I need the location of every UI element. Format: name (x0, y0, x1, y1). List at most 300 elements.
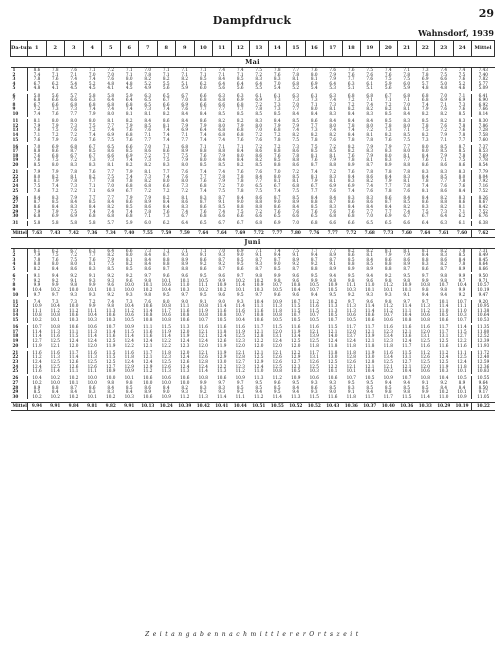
value-cell: 8.0 (403, 148, 411, 154)
value-cell: 12.5 (420, 338, 430, 344)
value-cell: 6.8 (70, 101, 78, 107)
page-number: 29 (478, 7, 494, 20)
value-cell: 10.1 (365, 286, 375, 292)
value-cell: 8.8 (440, 199, 448, 205)
value-cell: 9.1 (33, 273, 41, 279)
value-cell: 12.0 (235, 342, 245, 348)
value-cell: 8.4 (218, 157, 226, 163)
day-cell: 10 (11, 112, 28, 117)
day-cell: 12 (11, 304, 28, 309)
value-cell: 10.9 (106, 368, 116, 374)
day-cell: 14 (11, 313, 28, 318)
value-cell: 10.5 (439, 312, 449, 318)
header-hour: 16 (305, 41, 324, 57)
value-cell: 11.3 (217, 368, 227, 374)
value-cell: 5.9 (384, 80, 392, 86)
value-cell: 12.2 (217, 363, 227, 369)
value-cell: 12.4 (272, 338, 282, 344)
value-cell: 11.8 (309, 342, 319, 348)
row-mean-cell: 12.59 (472, 360, 495, 365)
row-mean-cell: 6.41 (472, 94, 495, 99)
value-cell: 6.6 (125, 143, 133, 149)
value-cell: 10.2 (439, 389, 449, 395)
value-cell: 12.1 (235, 349, 245, 355)
value-cell: 7.0 (255, 127, 263, 133)
data-table (10, 40, 495, 411)
value-cell: 11.3 (254, 375, 264, 381)
value-cell: 7.8 (384, 169, 392, 175)
value-cell: 9.9 (273, 273, 281, 279)
value-cell: 8.7 (440, 265, 448, 271)
value-cell: 7.4 (218, 136, 226, 142)
value-cell: 6.5 (384, 220, 392, 226)
value-cell: 8.1 (310, 173, 318, 179)
value-cell: 8.6 (347, 252, 355, 258)
mean-value-cell: 7.73 (379, 229, 398, 237)
value-cell: 7.5 (70, 208, 78, 214)
value-cell: 9.5 (236, 291, 244, 297)
value-cell: 8.2 (440, 261, 448, 267)
value-cell: 12.3 (383, 328, 393, 334)
value-cell: 11.6 (254, 307, 264, 313)
value-cell: 10.1 (161, 277, 171, 283)
value-cell: 7.2 (255, 71, 263, 77)
value-cell: 8.6 (421, 162, 429, 168)
value-cell: 11.9 (32, 342, 42, 348)
value-cell: 9.4 (384, 379, 392, 385)
value-cell: 6.8 (199, 97, 207, 103)
day-cell: 19 (11, 339, 28, 344)
value-cell: 8.5 (236, 110, 244, 116)
value-cell: 9.3 (181, 389, 189, 395)
value-cell: 12.7 (402, 359, 412, 364)
value-cell: 6.8 (292, 183, 300, 189)
value-cell: 8.8 (181, 265, 189, 271)
value-cell: 8.5 (273, 110, 281, 116)
mean-value-cell: 10.33 (416, 402, 435, 410)
value-cell: 5.6 (218, 85, 226, 91)
value-cell: 9.9 (310, 277, 318, 283)
value-cell: 7.0 (107, 183, 115, 189)
value-cell: 7.9 (329, 71, 337, 77)
value-cell: 6.1 (273, 92, 281, 98)
value-cell: 7.0 (107, 71, 115, 77)
mean-value-cell: 7.42 (65, 229, 84, 237)
value-cell: 7.7 (88, 252, 96, 258)
value-cell: 9.8 (144, 277, 152, 283)
value-cell: 8.3 (347, 194, 355, 200)
value-cell: 5.2 (292, 85, 300, 91)
mean-value-cell: 7.72 (342, 229, 361, 237)
value-cell: 6.7 (236, 220, 244, 226)
value-cell: 11.4 (106, 328, 116, 334)
value-cell: 9.2 (70, 273, 78, 279)
value-cell: 6.9 (181, 101, 189, 107)
value-cell: 11.1 (143, 324, 153, 330)
value-cell: 9.9 (421, 277, 429, 283)
value-cell: 11.1 (235, 393, 245, 399)
value-cell: 7.8 (347, 122, 355, 128)
value-cell: 12.4 (87, 338, 97, 344)
value-cell: 7.0 (273, 80, 281, 86)
value-cell: 11.8 (161, 349, 171, 355)
value-cell: 12.5 (383, 359, 393, 364)
value-cell: 9.8 (347, 277, 355, 283)
value-cell: 7.8 (107, 178, 115, 184)
day-cell: 1 (11, 68, 28, 73)
value-cell: 7.6 (144, 298, 152, 304)
value-cell: 9.5 (199, 291, 207, 297)
day-cell: 6 (11, 274, 28, 279)
value-cell: 9.5 (236, 261, 244, 267)
value-cell: 10.6 (309, 375, 319, 381)
value-cell: 10.3 (254, 286, 264, 292)
value-cell: 10.4 (161, 286, 171, 292)
value-cell: 7.4 (162, 131, 170, 137)
value-cell: 12.7 (457, 333, 467, 339)
value-cell: 7.5 (255, 67, 263, 72)
value-cell: 8.7 (255, 265, 263, 271)
value-cell: 8.4 (218, 76, 226, 82)
value-cell: 8.2 (144, 178, 152, 184)
value-cell: 8.1 (33, 178, 41, 184)
value-cell: 9.3 (88, 291, 96, 297)
value-cell: 8.4 (366, 204, 374, 209)
value-cell: 6.6 (199, 101, 207, 107)
value-cell: 7.6 (33, 127, 41, 133)
value-cell: 7.1 (458, 92, 466, 98)
value-cell: 7.6 (181, 106, 189, 112)
value-cell: 8.5 (125, 265, 133, 271)
value-cell: 7.9 (384, 143, 392, 149)
value-cell: 9.3 (329, 379, 337, 385)
value-cell: 9.1 (70, 277, 78, 283)
value-cell: 10.4 (457, 282, 467, 288)
row-mean-cell: 9.20 (472, 300, 495, 305)
footer-note: Z e i t a n g a b e n n a c h m i t t l e r e r O r t s z e i t (145, 631, 359, 638)
value-cell: 11.2 (309, 298, 319, 304)
value-cell: 12.2 (328, 363, 338, 369)
value-cell: 6.8 (347, 92, 355, 98)
mean-value-cell: 10.44 (231, 402, 250, 410)
value-cell: 9.5 (162, 291, 170, 297)
value-cell: 7.8 (236, 187, 244, 193)
value-cell: 7.7 (162, 152, 170, 158)
value-cell: 8.1 (403, 106, 411, 112)
value-cell: 8.7 (329, 256, 337, 262)
value-cell: 8.4 (88, 204, 96, 209)
value-cell: 7.7 (255, 178, 263, 184)
value-cell: 7.6 (273, 152, 281, 158)
value-cell: 8.5 (329, 148, 337, 154)
value-cell: 11.1 (32, 307, 42, 313)
value-cell: 8.6 (440, 256, 448, 262)
value-cell: 8.3 (88, 265, 96, 271)
value-cell: 7.6 (273, 208, 281, 214)
value-cell: 7.7 (403, 157, 411, 163)
value-cell: 9.8 (440, 273, 448, 279)
value-cell: 6.9 (70, 213, 78, 219)
value-cell: 8.8 (51, 384, 59, 390)
value-cell: 7.6 (458, 106, 466, 112)
value-cell: 8.2 (88, 173, 96, 179)
value-cell: 12.9 (217, 354, 227, 360)
value-cell: 8.0 (162, 178, 170, 184)
value-cell: 9.5 (255, 379, 263, 385)
value-cell: 5.8 (88, 220, 96, 226)
value-cell: 4.6 (458, 85, 466, 91)
value-cell: 12.7 (32, 338, 42, 344)
value-cell: 12.4 (439, 354, 449, 360)
value-cell: 7.8 (347, 136, 355, 142)
value-cell: 12.1 (143, 342, 153, 348)
value-cell: 7.9 (218, 152, 226, 158)
value-cell: 12.4 (143, 338, 153, 344)
value-cell: 11.7 (365, 393, 375, 399)
value-cell: 7.7 (458, 136, 466, 142)
value-cell: 7.4 (125, 173, 133, 179)
value-cell: 7.5 (403, 76, 411, 82)
day-cell: 28 (11, 205, 28, 210)
value-cell: 8.3 (218, 384, 226, 390)
value-cell: 10.6 (383, 317, 393, 323)
value-cell: 5.7 (107, 220, 115, 226)
value-cell: 12.7 (235, 359, 245, 364)
value-cell: 8.9 (33, 384, 41, 390)
value-cell: 8.4 (162, 204, 170, 209)
value-cell: 6.4 (329, 80, 337, 86)
value-cell: 7.4 (88, 76, 96, 82)
value-cell: 11.7 (402, 342, 412, 348)
value-cell: 12.0 (346, 328, 356, 334)
value-cell: 11.1 (457, 303, 467, 309)
value-cell: 8.1 (310, 76, 318, 82)
day-cell: 5 (11, 267, 28, 272)
value-cell: 8.9 (347, 162, 355, 168)
value-cell: 10.8 (272, 368, 282, 374)
value-cell: 9.4 (440, 291, 448, 297)
value-cell: 7.3 (421, 67, 429, 72)
value-cell: 10.7 (457, 298, 467, 304)
day-cell: 4 (11, 82, 28, 87)
value-cell: 9.2 (218, 261, 226, 267)
value-cell: 9.3 (310, 379, 318, 385)
value-cell: 5.6 (236, 85, 244, 91)
value-cell: 6.8 (199, 183, 207, 189)
value-cell: 8.0 (70, 118, 78, 124)
value-cell: 11.5 (106, 354, 116, 360)
value-cell: 13.4 (383, 333, 393, 339)
value-cell: 7.6 (33, 157, 41, 163)
value-cell: 8.2 (181, 76, 189, 82)
value-cell: 5.7 (70, 92, 78, 98)
value-cell: 12.6 (69, 359, 79, 364)
value-cell: 6.9 (273, 220, 281, 226)
value-cell: 6.5 (162, 92, 170, 98)
value-cell: 11.5 (328, 324, 338, 330)
row-mean-cell: 12.39 (472, 339, 495, 344)
value-cell: 12.6 (346, 359, 356, 364)
value-cell: 7.3 (70, 122, 78, 128)
value-cell: 8.1 (125, 256, 133, 262)
value-cell: 7.2 (88, 127, 96, 133)
value-cell: 11.9 (235, 328, 245, 334)
value-cell: 5.6 (162, 85, 170, 91)
value-cell: 8.8 (384, 265, 392, 271)
value-cell: 7.6 (366, 71, 374, 77)
value-cell: 6.4 (440, 213, 448, 219)
value-cell: 6.7 (218, 220, 226, 226)
value-cell: 7.3 (181, 183, 189, 189)
value-cell: 7.6 (329, 136, 337, 142)
value-cell: 7.4 (347, 187, 355, 193)
value-cell: 7.5 (458, 157, 466, 163)
value-cell: 11.5 (272, 324, 282, 330)
value-cell: 6.7 (273, 183, 281, 189)
value-cell: 7.9 (218, 178, 226, 184)
mean-value-cell: 10.36 (398, 402, 417, 410)
value-cell: 8.6 (162, 148, 170, 154)
value-cell: 7.4 (199, 136, 207, 142)
value-cell: 8.6 (458, 162, 466, 168)
value-cell: 10.1 (106, 286, 116, 292)
value-cell: 9.7 (236, 273, 244, 279)
value-cell: 9.5 (366, 379, 374, 385)
value-cell: 8.6 (33, 67, 41, 72)
value-cell: 8.4 (347, 131, 355, 137)
value-cell: 10.8 (198, 375, 208, 381)
value-cell: 8.7 (218, 256, 226, 262)
value-cell: 8.4 (292, 384, 300, 390)
value-cell: 7.5 (421, 208, 429, 214)
value-cell: 8.2 (347, 148, 355, 154)
value-cell: 6.3 (236, 92, 244, 98)
value-cell: 8.6 (33, 204, 41, 209)
value-cell: 7.9 (70, 194, 78, 200)
value-cell: 7.2 (384, 101, 392, 107)
mean-value-cell: 7.60 (398, 229, 417, 237)
day-cell: 16 (11, 325, 28, 330)
value-cell: 7.5 (107, 261, 115, 267)
value-cell: 5.8 (107, 92, 115, 98)
header-hour: 9 (176, 41, 195, 57)
row-mean-cell: 10.83 (472, 369, 495, 374)
value-cell: 9.6 (162, 273, 170, 279)
value-cell: 9.2 (384, 273, 392, 279)
value-cell: 8.2 (310, 131, 318, 137)
value-cell: 10.4 (87, 312, 97, 318)
value-cell: 10.8 (161, 317, 171, 323)
value-cell: 10.2 (50, 375, 60, 381)
value-cell: 7.0 (144, 143, 152, 149)
row-mean-cell: 8.45 (472, 258, 495, 263)
header-hour: 1 (28, 41, 47, 57)
value-cell: 12.1 (143, 354, 153, 360)
value-cell: 8.9 (347, 265, 355, 271)
value-cell: 10.6 (161, 375, 171, 381)
row-mean-cell: 7.16 (472, 184, 495, 189)
day-cell: 21 (11, 351, 28, 356)
day-cell: 27 (11, 381, 28, 386)
day-cell: 26 (11, 196, 28, 201)
value-cell: 11.7 (383, 393, 393, 399)
value-cell: 7.0 (181, 97, 189, 103)
value-cell: 8.4 (236, 194, 244, 200)
value-cell: 6.2 (51, 247, 59, 253)
value-cell: 8.0 (384, 152, 392, 158)
mean-value-cell: 9.81 (83, 402, 102, 410)
value-cell: 11.4 (87, 333, 97, 339)
row-mean-cell: 11.38 (472, 309, 495, 314)
value-cell: 6.6 (292, 213, 300, 219)
value-cell: 10.1 (69, 379, 79, 385)
value-cell: 6.6 (51, 97, 59, 103)
value-cell: 8.5 (125, 204, 133, 209)
mean-value-cell: 10.51 (250, 402, 269, 410)
value-cell: 10.8 (32, 312, 42, 318)
monthly-mean-row (11, 229, 495, 237)
value-cell: 8.5 (384, 384, 392, 390)
header-hour: 18 (342, 41, 361, 57)
value-cell: 10.6 (143, 303, 153, 309)
value-cell: 13.0 (328, 354, 338, 360)
value-cell: 8.6 (384, 194, 392, 200)
header-hour: 17 (324, 41, 343, 57)
value-cell: 7.3 (70, 298, 78, 304)
value-cell: 10.6 (365, 317, 375, 323)
value-cell: 9.9 (33, 282, 41, 288)
value-cell: 7.8 (421, 71, 429, 77)
value-cell: 10.5 (291, 317, 301, 323)
value-cell: 10.6 (254, 317, 264, 323)
value-cell: 10.2 (383, 368, 393, 374)
row-mean-cell: 11.93 (472, 344, 495, 349)
value-cell: 9.8 (384, 277, 392, 283)
value-cell: 10.3 (457, 312, 467, 318)
mean-value-cell: 7.59 (176, 229, 195, 237)
mean-value-cell: 10.52 (305, 402, 324, 410)
value-cell: 7.0 (366, 213, 374, 219)
value-cell: 8.9 (181, 256, 189, 262)
value-cell: 7.4 (310, 169, 318, 175)
day-cell: 9 (11, 107, 28, 112)
mean-value-cell: 7.64 (194, 229, 213, 237)
value-cell: 10.4 (402, 368, 412, 374)
value-cell: 12.8 (198, 359, 208, 364)
value-cell: 6.6 (218, 213, 226, 219)
value-cell: 7.2 (51, 131, 59, 137)
value-cell: 11.6 (291, 324, 301, 330)
value-cell: 10.1 (383, 286, 393, 292)
value-cell: 6.6 (162, 101, 170, 107)
day-cell: 7 (11, 279, 28, 284)
value-cell: 11.2 (272, 375, 282, 381)
value-cell: 5.3 (329, 85, 337, 91)
value-cell: 8.5 (125, 148, 133, 154)
value-cell: 8.5 (33, 162, 41, 168)
value-cell: 9.8 (384, 389, 392, 395)
header-hour: 6 (120, 41, 139, 57)
value-cell: 10.4 (402, 312, 412, 318)
value-cell: 7.7 (403, 143, 411, 149)
value-cell: 7.4 (366, 101, 374, 107)
value-cell: 6.5 (107, 143, 115, 149)
value-cell: 9.2 (347, 291, 355, 297)
value-cell: 8.2 (366, 106, 374, 112)
value-cell: 7.8 (125, 178, 133, 184)
day-cell: 2 (11, 253, 28, 258)
value-cell: 7.1 (33, 131, 41, 137)
